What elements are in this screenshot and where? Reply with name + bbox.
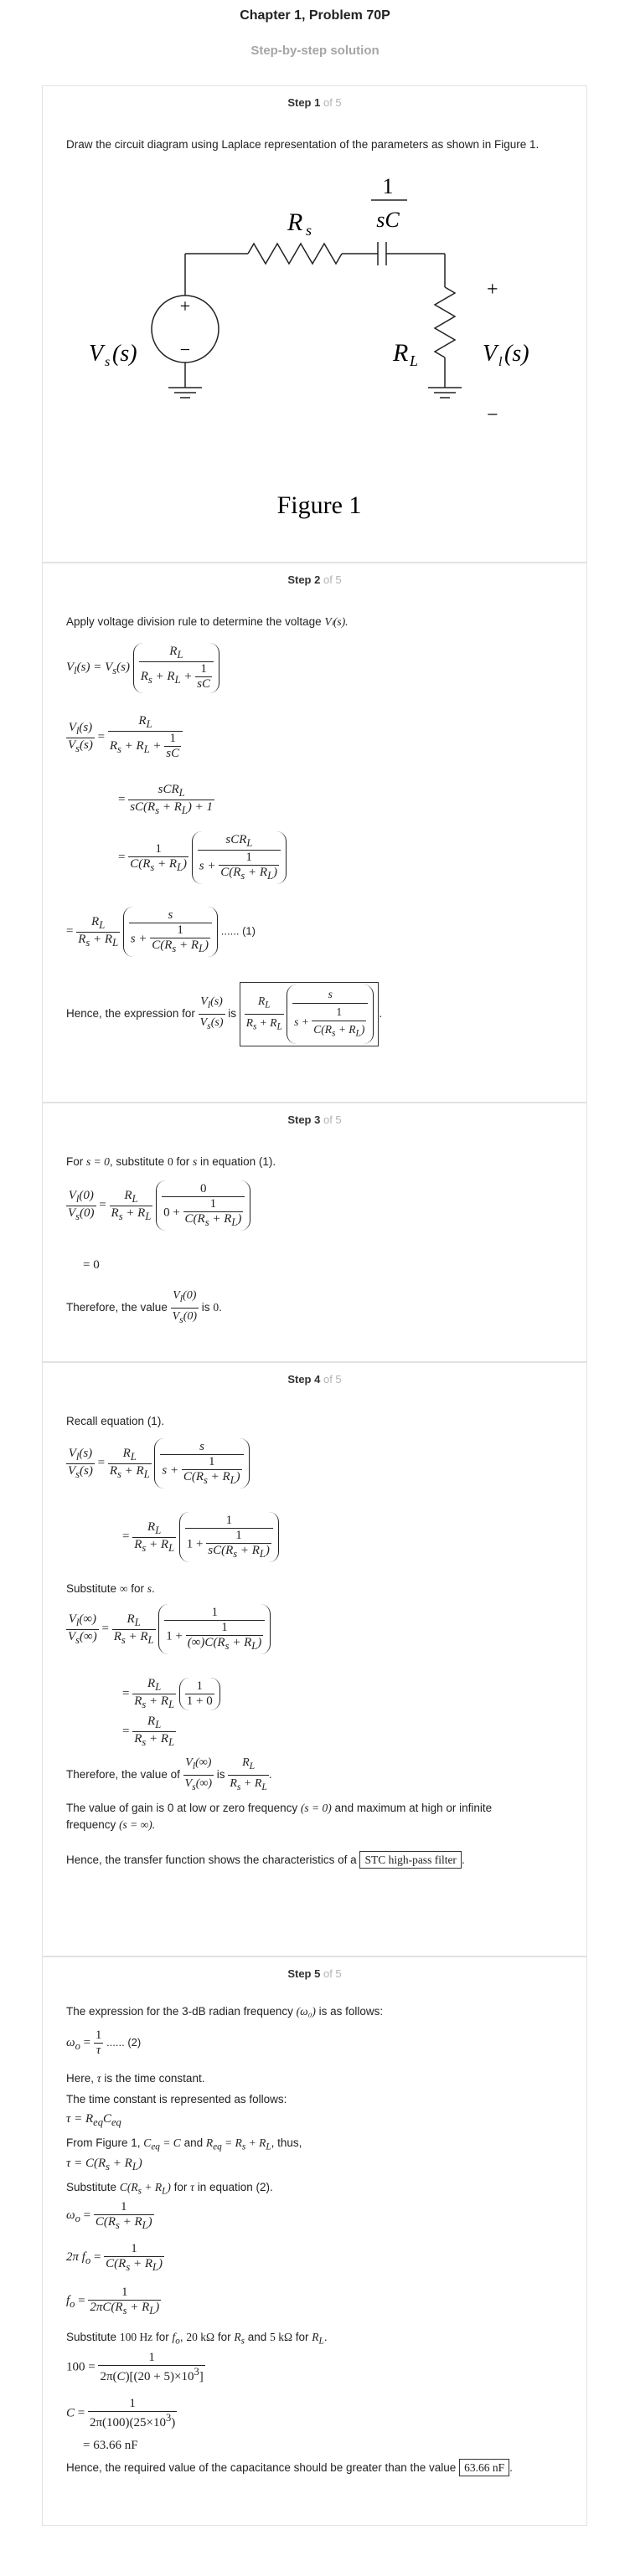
ground-right-icon	[428, 388, 462, 398]
step-count: of 5	[323, 1967, 342, 1980]
step-5-sub2: Substitute 100 Hz for $f_o$, 20 kΩ for $R_s$ and 5 kΩ for $R_L$.	[66, 2331, 328, 2347]
step-5-sub: Substitute $C(R_s + R_L)$ for τ in equation (2).	[66, 2181, 273, 2197]
label-vs: V	[89, 341, 104, 367]
eq-ratio-4: = $\frac{R_L}{R_s + R_L}$ s s + $\frac{1}{C(R_s + R_L)}$ ...... (1)	[66, 907, 256, 957]
step-3-conclusion: Therefore, the value $\frac{V_l(0)}{V_s(0)}$ is 0.	[66, 1289, 222, 1325]
step-label: Step 5	[287, 1967, 321, 1980]
eq-100: 100 = $\frac{1}{2\pi(C)[(20 + 5)\times 10^3]}$	[66, 2351, 204, 2383]
eq-recall-2: = $\frac{R_L}{R_s + R_L}$ 1 1 + $\frac{1}{sC(R_s + R_L)}$	[122, 1512, 279, 1562]
source-plus: +	[179, 296, 191, 316]
step-5-from: From Figure 1, $C_{eq} = C$ and $R_{eq} = R_s + R_L$, thus,	[66, 2136, 302, 2152]
eq-tau: $\tau = R_{eq}C_{eq}$	[66, 2112, 121, 2128]
eq-s-infinity: $\frac{V_l(\infty)}{V_s(\infty)}$ = $\frac{R_L}{R_s + R_L}$ 1 1 + $\frac{1}{(\infty)C(R_s + R_L)}$	[66, 1604, 271, 1654]
step-2-conclusion: Hence, the expression for $\frac{V_l(s)}{V_s(s)}$ is $\frac{R_L}{R_s + R_L}$ s s + $\frac{1}{C(R_s + R_L)}$ .	[66, 982, 382, 1046]
eq-c: C = $\frac{1}{2\pi(100)(25\times 10^3)}$	[66, 2397, 176, 2429]
eq-fo: $f_o$ = $\frac{1}{2\pi C(R_s + R_L)}$	[66, 2285, 160, 2316]
eq-omega-2: $\omega_o$ = $\frac{1}{C(R_s + R_L)}$	[66, 2200, 152, 2231]
step-4-conclusion: Therefore, the value of $\frac{V_l(\infty)}{V_s(\infty)}$ is $\frac{R_L}{R_s + R_L}$ .	[66, 1756, 272, 1792]
label-plus: +	[487, 279, 498, 301]
step-5-intro: The expression for the 3-dB radian frequency (ω₀) is as follows:	[66, 2005, 384, 2018]
label-rs: R	[287, 208, 303, 236]
step-1-card	[42, 85, 587, 563]
label-vs-sub: s	[105, 355, 111, 369]
step-count: of 5	[323, 1113, 342, 1126]
step-count: of 5	[323, 96, 342, 109]
eq-ratio-1: $\frac{V_l(s)}{V_s(s)}$ = $R_L$ $R_s + R_L$ + $\frac{1}{sC}$	[66, 714, 183, 761]
step-1-intro: Draw the circuit diagram using Laplace representation of the parameters as shown in Figure 1.	[66, 138, 540, 151]
step-3-intro: For s = 0, substitute 0 for s in equation (1).	[66, 1155, 276, 1168]
step-2-answer-box: $\frac{R_L}{R_s + R_L}$ s s + $\frac{1}{C(R_s + R_L)}$	[240, 982, 380, 1046]
step-4-hence: Hence, the transfer function shows the characteristics of a STC high-pass filter .	[66, 1852, 465, 1869]
step-4-substitute: Substitute ∞ for s.	[66, 1582, 155, 1595]
eq-s-zero: $\frac{V_l(0)}{V_s(0)}$ = $\frac{R_L}{R_s + R_L}$ 0 0 + $\frac{1}{C(R_s + R_L)}$	[66, 1180, 250, 1231]
eq-tau-2: $\tau = C(R_s + R_L)$	[66, 2157, 142, 2172]
eq-2pif: 2π $f_o$ = $\frac{1}{C(R_s + R_L)}$	[66, 2242, 163, 2273]
ground-left-icon	[168, 388, 202, 398]
label-vl-arg: (s)	[504, 341, 529, 367]
eq-ratio-3: = $\frac{1}{C(R_s + R_L)}$ sCR$_L$ s + $\frac{1}{C(R_s + R_L)}$	[118, 831, 287, 884]
circuit-figure	[43, 170, 588, 563]
step-2-card	[42, 563, 587, 1103]
eq-s-infinity-3: = $\frac{R_L}{R_s + R_L}$	[122, 1715, 175, 1748]
eq-voltage-division: $V_l(s) = V_s(s)$ $R_L$ $R_s + R_L$ + $\frac{1}{sC}$	[66, 643, 219, 693]
label-vl-sub: l	[498, 355, 503, 369]
eq-s-infinity-2: = $\frac{R_L}{R_s + R_L}$ $\frac{1}{1 + 0}$	[122, 1677, 220, 1711]
step-2-intro: Apply voltage division rule to determine the voltage Vₗ(s).	[66, 615, 349, 628]
step-3-header	[43, 1113, 586, 1126]
step-label: Step 4	[287, 1373, 321, 1386]
step-5-answer-box: 63.66 nF	[459, 2459, 509, 2476]
label-minus: −	[487, 404, 498, 426]
step-4-gain: The value of gain is 0 at low or zero frequency (s = 0) and maximum at high or infinite frequency (s = ∞).	[66, 1802, 493, 1831]
eq-s-zero-result: = 0	[83, 1258, 100, 1272]
eq-recall-1: $\frac{V_l(s)}{V_s(s)}$ = $\frac{R_L}{R_s + R_L}$ s s + $\frac{1}{C(R_s + R_L)}$	[66, 1438, 250, 1489]
step-5-final: Hence, the required value of the capacitance should be greater than the value 63.66 nF .	[66, 2460, 513, 2476]
step-label: Step 1	[287, 96, 321, 109]
step-2-header	[43, 573, 586, 586]
eq-ratio-2: = $\frac{sCR_L}{sC(R_s + R_L) + 1}$	[118, 783, 213, 816]
label-rl: R	[393, 339, 409, 367]
step-4-header	[43, 1373, 586, 1386]
step-4-card	[42, 1362, 587, 1956]
page-subtitle: Step-by-step solution	[250, 44, 380, 58]
figure-caption: Figure 1	[276, 491, 362, 519]
page-title: Chapter 1, Problem 70P	[240, 8, 390, 23]
step-label: Step 3	[287, 1113, 321, 1126]
label-cap-num: 1	[382, 174, 394, 198]
step-4-recall: Recall equation (1).	[66, 1415, 165, 1427]
step-1-header	[43, 96, 586, 109]
step-5-header	[43, 1967, 586, 1980]
step-4-answer-box: STC high-pass filter	[359, 1851, 462, 1869]
step-count: of 5	[323, 573, 342, 586]
source-minus: −	[179, 339, 191, 360]
step-5-here: Here, τ is the time constant.	[66, 2072, 205, 2085]
step-3-card	[42, 1103, 587, 1362]
eq-omega: $\omega_o$ = $\frac{1}{\tau}$ ...... (2)	[66, 2028, 142, 2057]
label-vs-arg: (s)	[112, 341, 137, 367]
label-rl-sub: L	[410, 352, 419, 369]
step-5-tc: The time constant is represented as follows:	[66, 2093, 287, 2106]
label-rs-sub: s	[306, 222, 312, 239]
step-label: Step 2	[287, 573, 321, 586]
step-5-card	[42, 1956, 587, 2526]
step-count: of 5	[323, 1373, 342, 1386]
label-cap-den: sC	[376, 208, 400, 232]
label-vl: V	[483, 341, 498, 367]
eq-c-result: = 63.66 nF	[83, 2439, 138, 2452]
